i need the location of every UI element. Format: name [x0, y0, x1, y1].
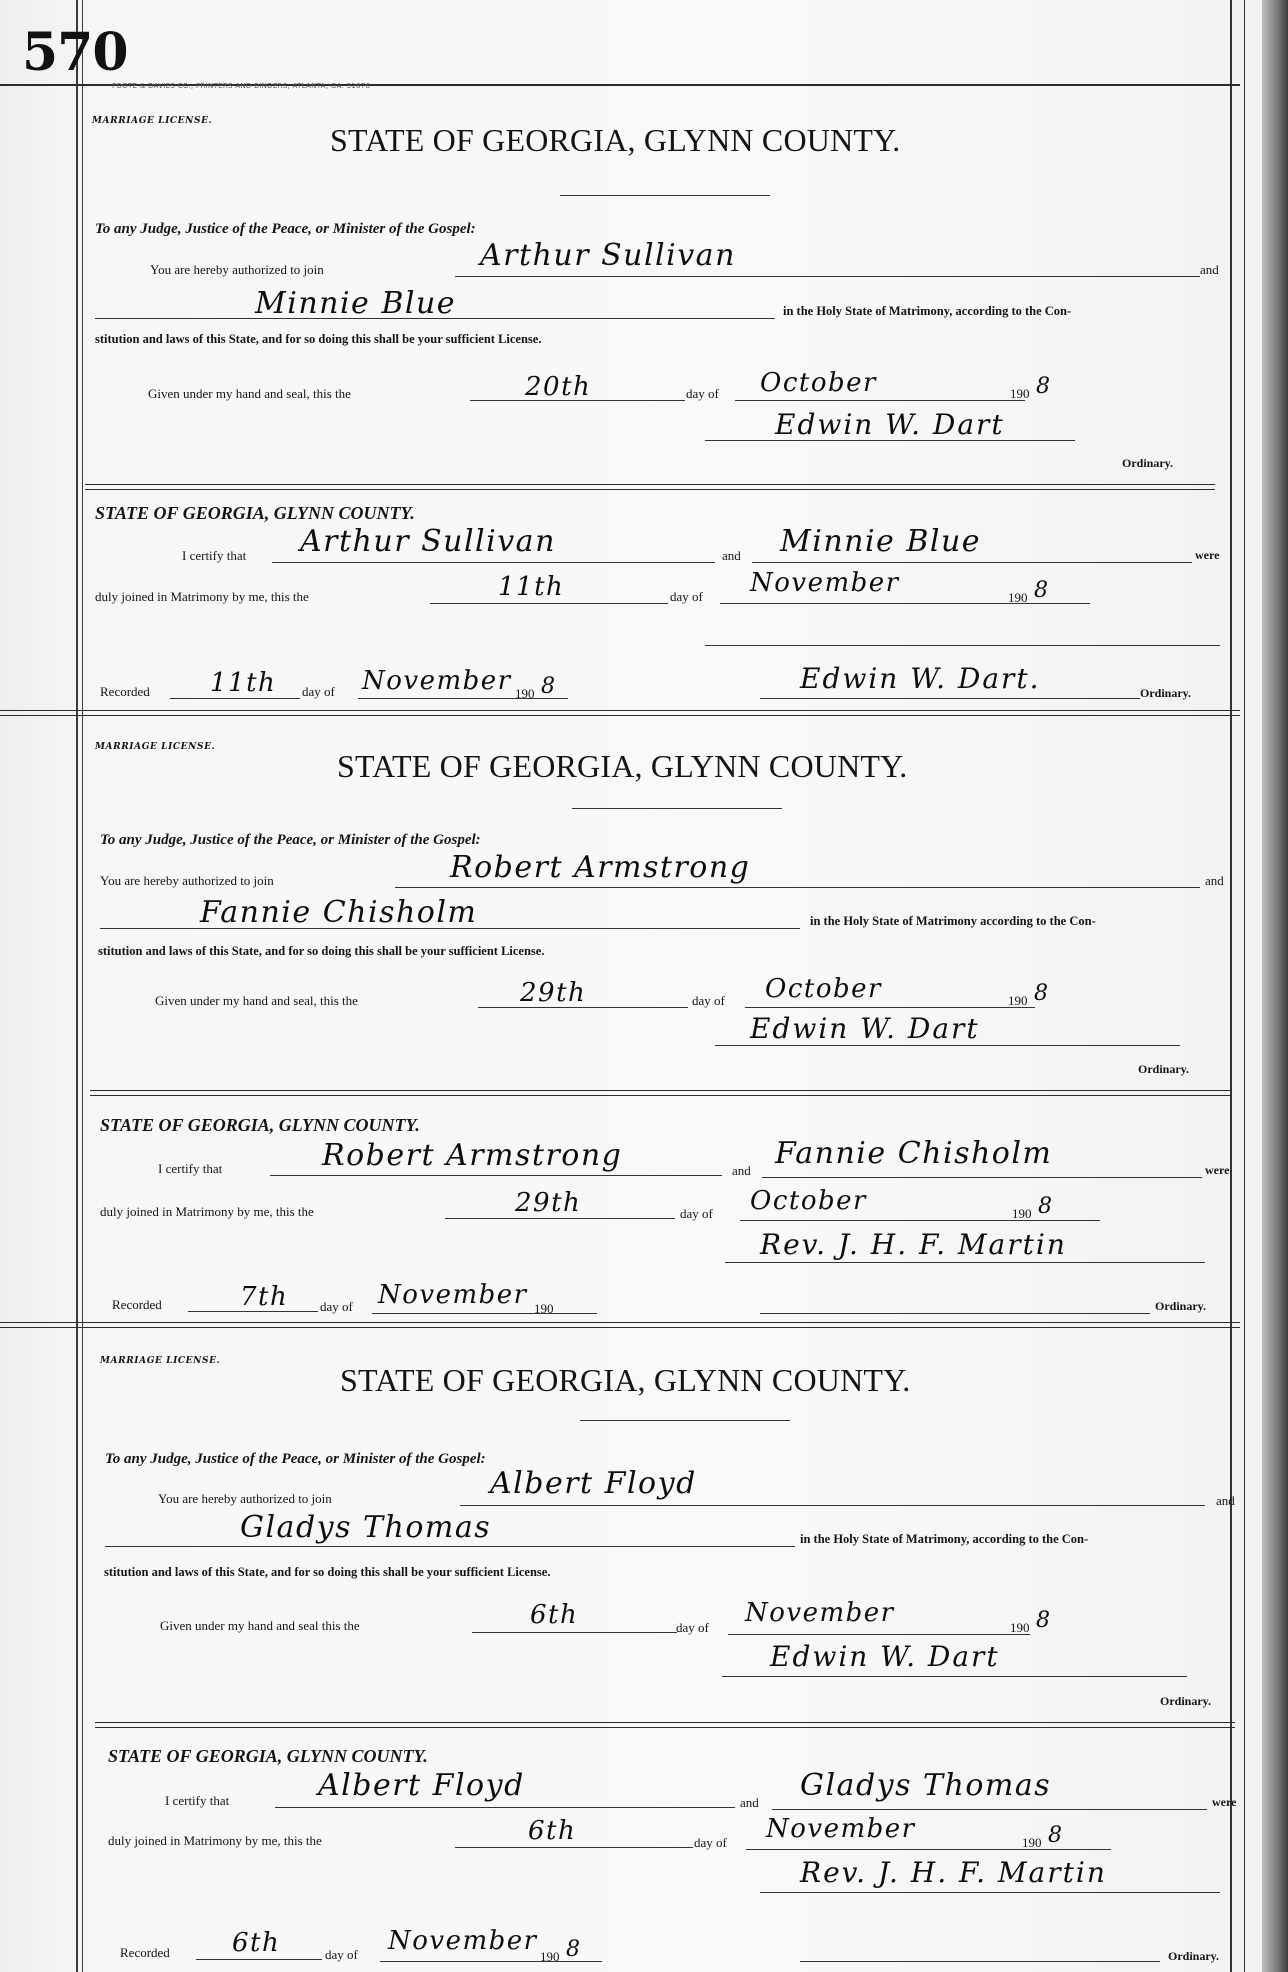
- rec-day: 6th: [232, 1928, 281, 1958]
- license-certificate-divider: [95, 1722, 1235, 1728]
- lic-day: 6th: [530, 1600, 579, 1630]
- cert-groom-line: [270, 1175, 722, 1176]
- bride-fill-line: [105, 1546, 795, 1547]
- bride-name: Fannie Chisholm: [200, 895, 478, 930]
- cert-and-text: and: [722, 548, 741, 563]
- year-prefix: 190: [1010, 386, 1030, 401]
- cert-day-of-text: day of: [680, 1206, 713, 1221]
- cert-year: 8: [1034, 578, 1050, 603]
- addressee-line: To any Judge, Justice of the Peace, or Minister of the Gospel:: [105, 1451, 486, 1467]
- rec-ordinary-label: Ordinary.: [1140, 686, 1192, 700]
- certify-text: I certify that: [182, 548, 247, 563]
- cert-bride-line: [772, 1809, 1207, 1810]
- recorded-text: Recorded: [100, 684, 150, 699]
- duly-joined-text: duly joined in Matrimony by me, this the: [100, 1204, 314, 1219]
- cert-day-line: [455, 1847, 693, 1848]
- cert-bride-name: Fannie Chisholm: [775, 1136, 1053, 1171]
- lic-month: October: [765, 974, 882, 1004]
- were-text: were: [1212, 1795, 1237, 1809]
- certificate-state-title: STATE OF GEORGIA, GLYNN COUNTY.: [100, 1115, 420, 1135]
- right-margin-rule-2: [1244, 0, 1245, 1972]
- groom-name: Robert Armstrong: [450, 850, 751, 885]
- rec-day: 7th: [240, 1282, 289, 1312]
- record-divider-1: [0, 710, 1240, 716]
- given-text: Given under my hand and seal, this the: [148, 386, 351, 401]
- cert-month: November: [766, 1814, 916, 1844]
- cert-groom-name: Arthur Sullivan: [300, 524, 556, 559]
- and-text: and: [1216, 1493, 1235, 1508]
- bride-name: Minnie Blue: [255, 286, 457, 321]
- ordinary-label: Ordinary.: [1160, 1694, 1212, 1708]
- cert-bride-name: Gladys Thomas: [800, 1768, 1052, 1803]
- officiant-signature: Rev. J. H. F. Martin: [800, 1856, 1107, 1889]
- rec-month: November: [388, 1926, 538, 1956]
- stitution-text: stitution and laws of this State, and for so doing this shall be your sufficient License.: [95, 332, 542, 346]
- cert-year: 8: [1038, 1194, 1054, 1219]
- title-underline: [560, 195, 770, 196]
- groom-fill-line: [395, 887, 1200, 888]
- cert-day-line: [445, 1218, 675, 1219]
- rec-day-of-text: day of: [302, 684, 335, 699]
- authorized-text: You are hereby authorized to join: [100, 873, 274, 888]
- left-margin-rule-2: [82, 0, 83, 1972]
- lic-month-line: [745, 1007, 1035, 1008]
- groom-name: Albert Floyd: [490, 1466, 697, 1501]
- rec-month: November: [362, 666, 512, 696]
- officiant-line: [725, 1262, 1205, 1263]
- rec-year-prefix: 190: [515, 686, 535, 701]
- day-of-text: day of: [676, 1620, 709, 1635]
- cert-year-prefix: 190: [1012, 1206, 1032, 1221]
- rec-month-line: [372, 1313, 597, 1314]
- marriage-license-label: MARRIAGE LICENSE.: [95, 742, 216, 752]
- certificate-state-title: STATE OF GEORGIA, GLYNN COUNTY.: [95, 503, 415, 523]
- title-underline: [580, 1420, 790, 1421]
- cert-month-line: [740, 1220, 1100, 1221]
- rec-ordinary-label: Ordinary.: [1168, 1949, 1220, 1963]
- duly-joined-text: duly joined in Matrimony by me, this the: [108, 1833, 322, 1848]
- rec-signature: Edwin W. Dart.: [800, 662, 1041, 695]
- holy-state-text: in the Holy State of Matrimony, according to the Con-: [783, 304, 1072, 318]
- lic-year: 8: [1034, 981, 1050, 1006]
- were-text: were: [1205, 1163, 1230, 1177]
- lic-signature: Edwin W. Dart: [770, 1640, 1000, 1673]
- lic-day-line: [472, 1632, 677, 1633]
- holy-state-text: in the Holy State of Matrimony according to the Con-: [810, 914, 1096, 928]
- addressee-line: To any Judge, Justice of the Peace, or Minister of the Gospel:: [100, 832, 481, 848]
- cert-groom-name: Albert Floyd: [318, 1768, 525, 1803]
- stitution-text: stitution and laws of this State, and for so doing this shall be your sufficient License.: [104, 1565, 551, 1579]
- rec-year: 8: [541, 674, 557, 699]
- right-margin-rule: [1230, 0, 1232, 1972]
- lic-month: November: [745, 1598, 895, 1628]
- ordinary-label: Ordinary.: [1122, 456, 1174, 470]
- and-text: and: [1205, 873, 1224, 888]
- addressee-line: To any Judge, Justice of the Peace, or Minister of the Gospel:: [95, 221, 476, 237]
- license-state-title: STATE OF GEORGIA, GLYNN COUNTY.: [340, 1362, 911, 1398]
- license-certificate-divider: [85, 484, 1215, 490]
- rec-day-line: [196, 1959, 322, 1960]
- rec-signature-line: [760, 1313, 1150, 1314]
- lic-day: 20th: [525, 372, 592, 402]
- cert-bride-line: [752, 562, 1192, 563]
- lic-signature-line: [715, 1045, 1180, 1046]
- cert-year-prefix: 190: [1008, 590, 1028, 605]
- cert-month: October: [750, 1186, 867, 1216]
- printer-imprint: FOOTE & DAVIES CO., PRINTERS AND BINDERS, ATLANTA, GA. 31676: [112, 82, 371, 90]
- rec-month: November: [378, 1280, 528, 1310]
- lic-signature: Edwin W. Dart: [775, 408, 1005, 441]
- license-certificate-divider: [90, 1090, 1230, 1096]
- duly-joined-text: duly joined in Matrimony by me, this the: [95, 589, 309, 604]
- given-text: Given under my hand and seal this the: [160, 1618, 360, 1633]
- lic-month: October: [760, 368, 877, 398]
- page-edge-shadow: [1262, 0, 1288, 1972]
- lic-day: 29th: [520, 978, 587, 1008]
- cert-groom-name: Robert Armstrong: [322, 1138, 623, 1173]
- cert-day-of-text: day of: [670, 589, 703, 604]
- day-of-text: day of: [692, 993, 725, 1008]
- recorded-text: Recorded: [112, 1297, 162, 1312]
- lic-year: 8: [1036, 374, 1052, 399]
- cert-day-line: [430, 603, 668, 604]
- rec-day-of-text: day of: [325, 1947, 358, 1962]
- recorded-text: Recorded: [120, 1945, 170, 1960]
- bride-name: Gladys Thomas: [240, 1510, 492, 1545]
- cert-and-text: and: [740, 1795, 759, 1810]
- groom-fill-line: [455, 276, 1200, 277]
- license-state-title: STATE OF GEORGIA, GLYNN COUNTY.: [330, 122, 901, 158]
- rec-ordinary-label: Ordinary.: [1155, 1299, 1207, 1313]
- rec-day-line: [170, 698, 300, 699]
- groom-fill-line: [460, 1505, 1205, 1506]
- lic-signature-line: [722, 1676, 1187, 1677]
- rec-year-prefix: 190: [540, 1949, 560, 1964]
- given-text: Given under my hand and seal, this the: [155, 993, 358, 1008]
- cert-year: 8: [1048, 1823, 1064, 1848]
- rec-signature-line: [760, 698, 1140, 699]
- cert-and-text: and: [732, 1163, 751, 1178]
- holy-state-text: in the Holy State of Matrimony, according to the Con-: [800, 1532, 1089, 1546]
- ordinary-label: Ordinary.: [1138, 1062, 1190, 1076]
- authorized-text: You are hereby authorized to join: [150, 262, 324, 277]
- cert-month-line: [746, 1849, 1111, 1850]
- year-prefix: 190: [1010, 1620, 1030, 1635]
- cert-day-of-text: day of: [694, 1835, 727, 1850]
- cert-year-prefix: 190: [1022, 1835, 1042, 1850]
- certificate-state-title: STATE OF GEORGIA, GLYNN COUNTY.: [108, 1746, 428, 1766]
- marriage-license-label: MARRIAGE LICENSE.: [100, 1356, 221, 1366]
- authorized-text: You are hereby authorized to join: [158, 1491, 332, 1506]
- marriage-license-label: MARRIAGE LICENSE.: [92, 116, 213, 126]
- cert-month: November: [750, 568, 900, 598]
- were-text: were: [1195, 548, 1220, 562]
- cert-day: 11th: [498, 572, 565, 602]
- certify-text: I certify that: [158, 1161, 223, 1176]
- cert-day: 29th: [515, 1188, 582, 1218]
- groom-name: Arthur Sullivan: [480, 238, 736, 273]
- cert-bride-line: [762, 1177, 1202, 1178]
- cert-bride-name: Minnie Blue: [780, 524, 982, 559]
- rec-year-prefix: 190: [534, 1301, 554, 1316]
- lic-month-line: [728, 1634, 1030, 1635]
- officiant-line: [760, 1892, 1220, 1893]
- rec-month-line: [358, 698, 568, 699]
- cert-day: 6th: [528, 1816, 577, 1846]
- cert-groom-line: [275, 1807, 735, 1808]
- officiant-signature: Rev. J. H. F. Martin: [760, 1228, 1067, 1261]
- day-of-text: day of: [686, 386, 719, 401]
- rec-signature-line: [800, 1961, 1160, 1962]
- and-text: and: [1200, 262, 1219, 277]
- cert-month-line: [720, 603, 1090, 604]
- record-divider-2: [0, 1322, 1240, 1328]
- title-underline: [572, 808, 782, 809]
- license-state-title: STATE OF GEORGIA, GLYNN COUNTY.: [337, 748, 908, 784]
- left-margin-rule: [76, 0, 78, 1972]
- year-prefix: 190: [1008, 993, 1028, 1008]
- rec-day-of-text: day of: [320, 1299, 353, 1314]
- certify-text: I certify that: [165, 1793, 230, 1808]
- lic-year: 8: [1036, 1608, 1052, 1633]
- officiant-line: [705, 645, 1220, 646]
- page-number: 570: [22, 22, 128, 83]
- lic-month-line: [735, 400, 1025, 401]
- lic-signature: Edwin W. Dart: [750, 1012, 980, 1045]
- cert-groom-line: [272, 562, 715, 563]
- rec-day: 11th: [210, 668, 277, 698]
- stitution-text: stitution and laws of this State, and for so doing this shall be your sufficient License.: [98, 944, 545, 958]
- rec-year: 8: [566, 1937, 582, 1962]
